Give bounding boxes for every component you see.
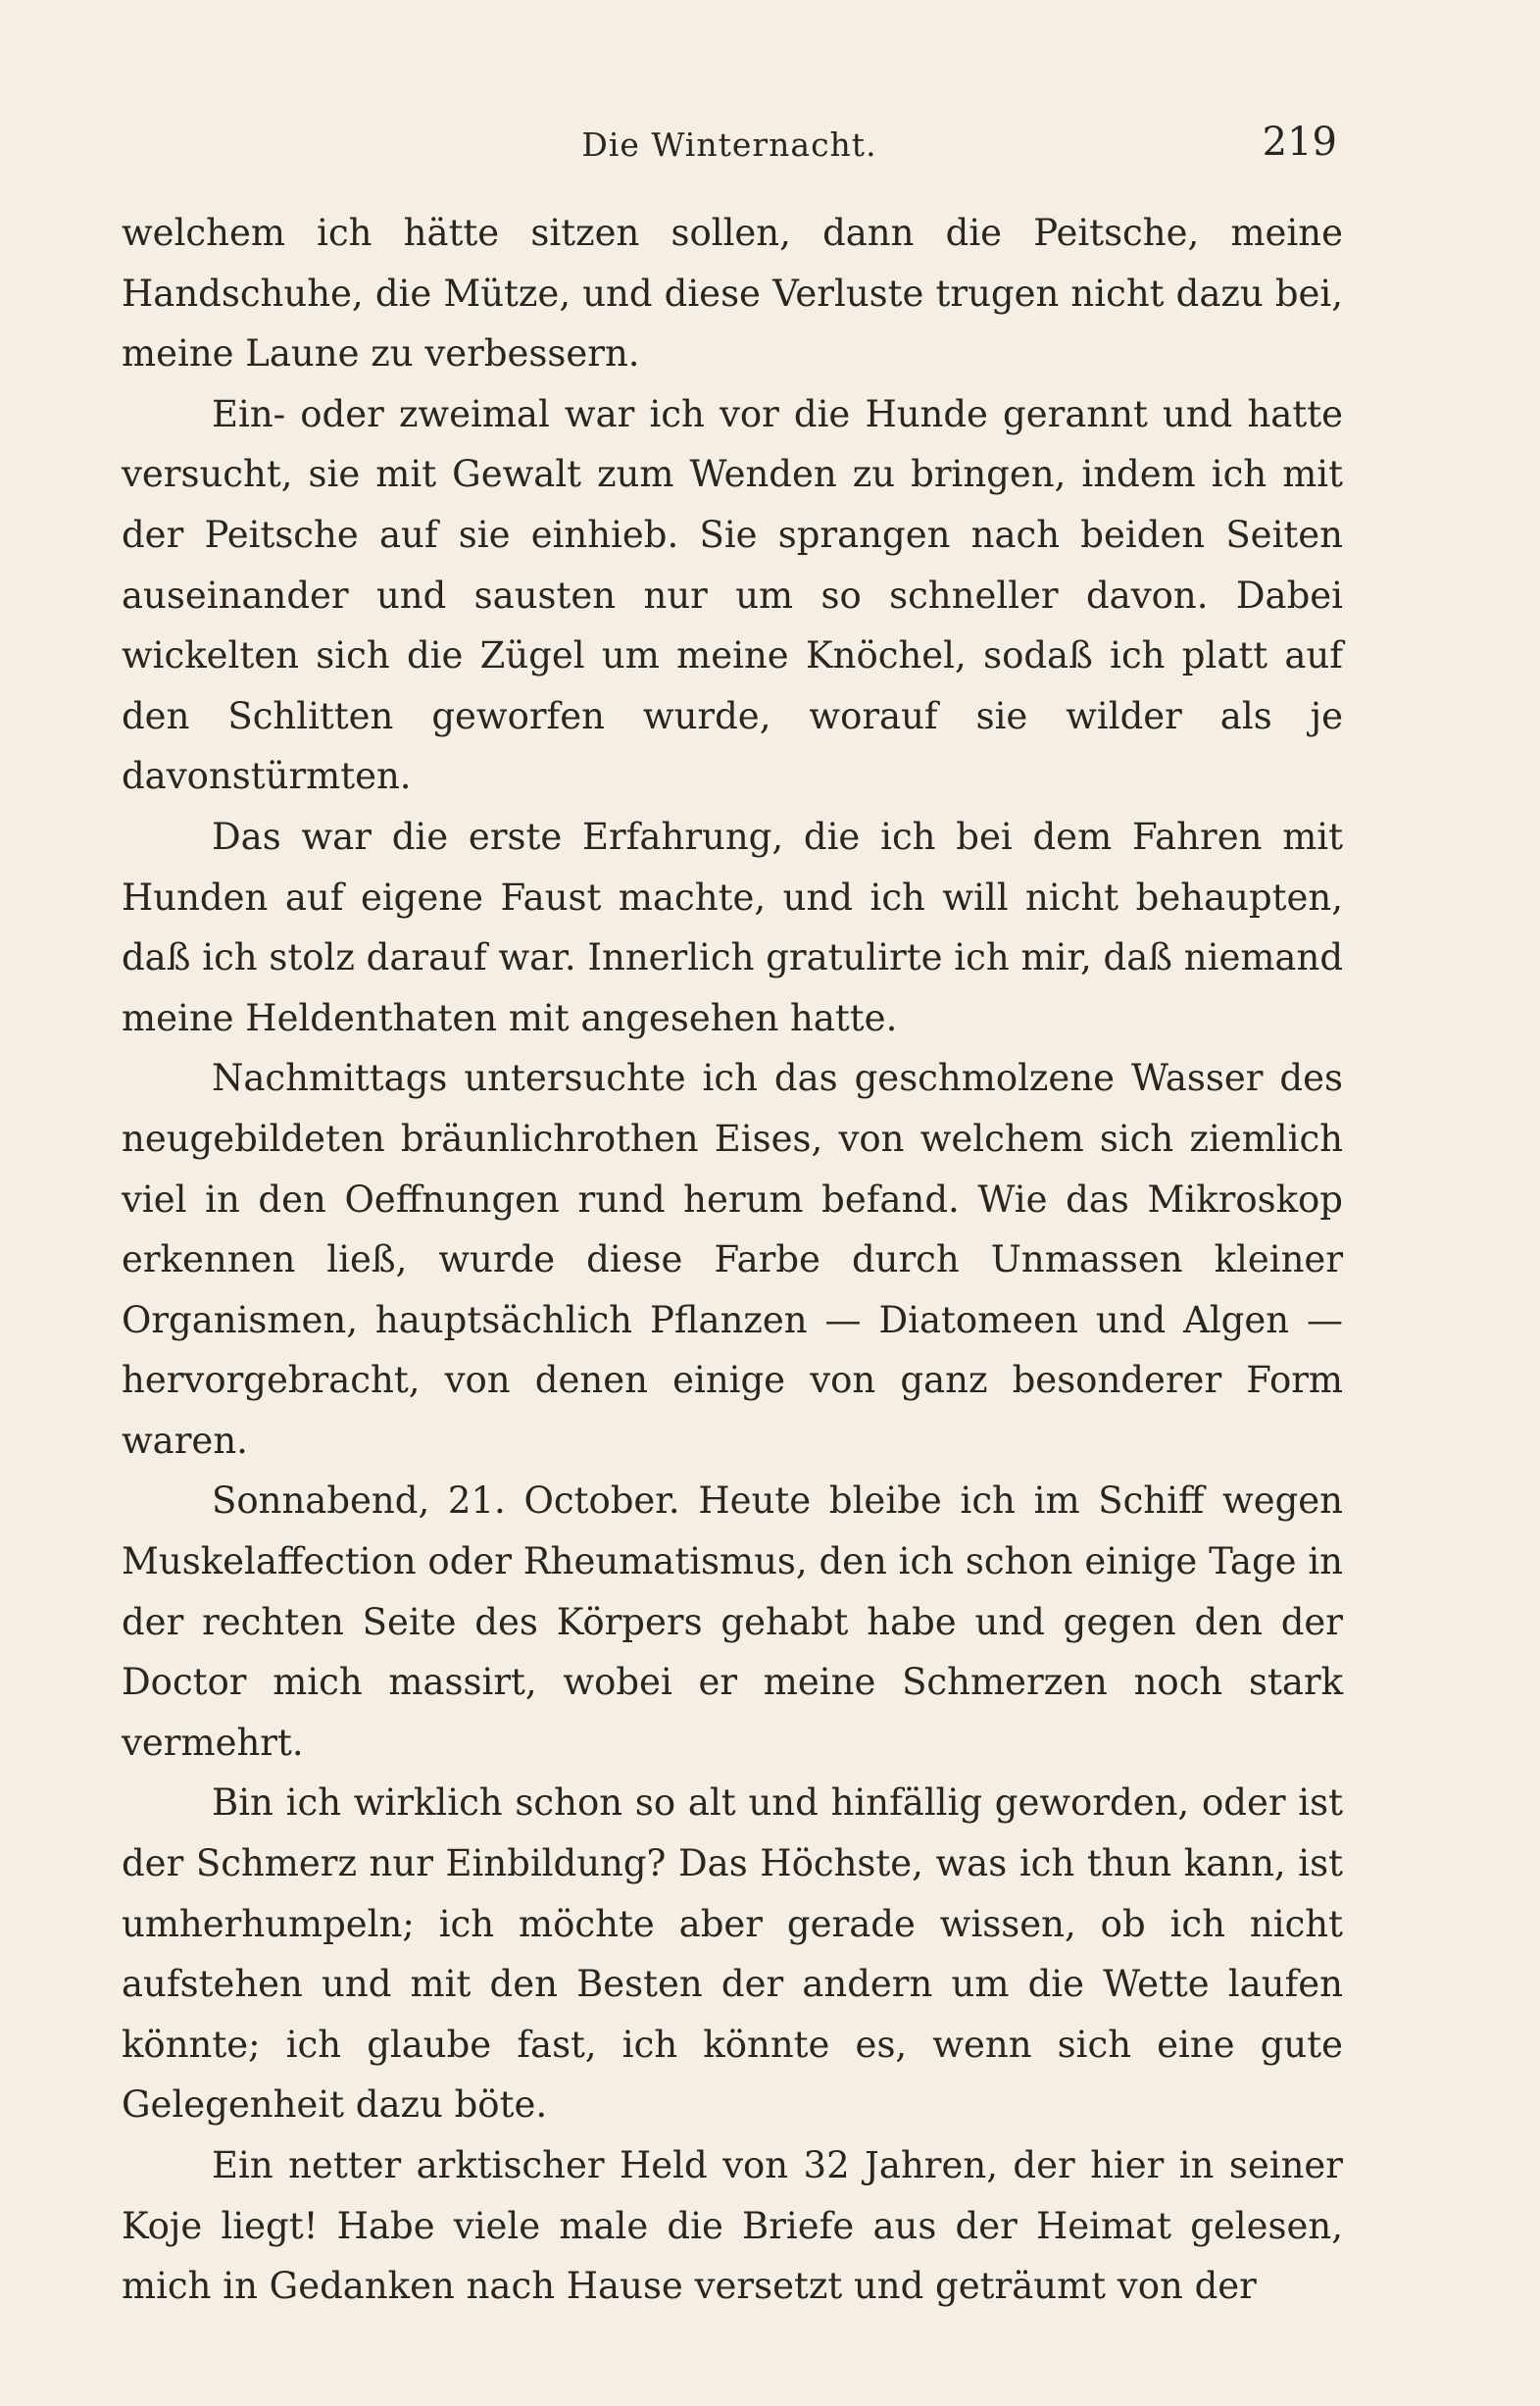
paragraph: Ein netter arktischer Held von 32 Jahren, der hier in seiner Koje liegt! Habe viele male die Briefe aus der Heimat gelesen, mich in Gedanken nach Hause versetzt und geträumt von der bbox=[122, 2144, 1343, 2308]
paragraph: Ein- oder zweimal war ich vor die Hunde gerannt und hatte versucht, sie mit Gewalt zum Wenden zu bringen, indem ich mit der Peitsche auf sie einhieb. Sie sprangen nach beiden Seiten auseinander und sausten nur um so schneller davon. Dabei wickelten sich die Zügel um meine Knöchel, sodaß ich platt auf den Schlitten geworfen wurde, worauf sie wilder als je davonstürmten. bbox=[122, 392, 1343, 798]
running-head bbox=[122, 120, 1337, 169]
paragraph: Bin ich wirklich schon so alt und hinfällig geworden, oder ist der Schmerz nur Einbildung? Das Höchste, was ich thun kann, ist umherhumpeln; ich möchte aber gerade wissen, ob ich nicht aufstehen und mit den Besten der andern um die Wette laufen könnte; ich glaube fast, ich könnte es, wenn sich eine gute Gelegenheit dazu böte. bbox=[122, 1781, 1343, 2127]
paragraph-continued: welchem ich hätte sitzen sollen, dann die Peitsche, meine Handschuhe, die Mütze, und diese Verluste trugen nicht dazu bei, meine Laune zu verbessern. bbox=[122, 212, 1343, 376]
paragraph: Das war die erste Erfahrung, die ich bei dem Fahren mit Hunden auf eigene Faust machte, und ich will nicht behaupten, daß ich stolz darauf war. Innerlich gratulirte ich mir, daß niemand meine Heldenthaten mit angesehen hatte. bbox=[122, 815, 1343, 1039]
body-text bbox=[122, 203, 1343, 2317]
diary-entry: Sonnabend, 21. October. Heute bleibe ich im Schiff wegen Muskelaffection oder Rheumatismus, den ich schon einige Tage in der rechten Seite des Körpers gehabt habe und gegen den der Doctor mich massirt, wobei er meine Schmerzen noch stark vermehrt. bbox=[122, 1479, 1343, 1764]
paragraph: Nachmittags untersuchte ich das geschmolzene Wasser des neugebildeten bräunlichrothen Eises, von welchem sich ziemlich viel in den Oeffnungen rund herum befand. Wie das Mikroskop erkennen ließ, wurde diese Farbe durch Unmassen kleiner Organismen, hauptsächlich Pflanzen — Diatomeen und Algen — hervorgebracht, von denen einige von ganz besonderer Form waren. bbox=[122, 1057, 1343, 1462]
page-number: 219 bbox=[1262, 120, 1337, 165]
running-title: Die Winternacht. bbox=[581, 125, 877, 164]
